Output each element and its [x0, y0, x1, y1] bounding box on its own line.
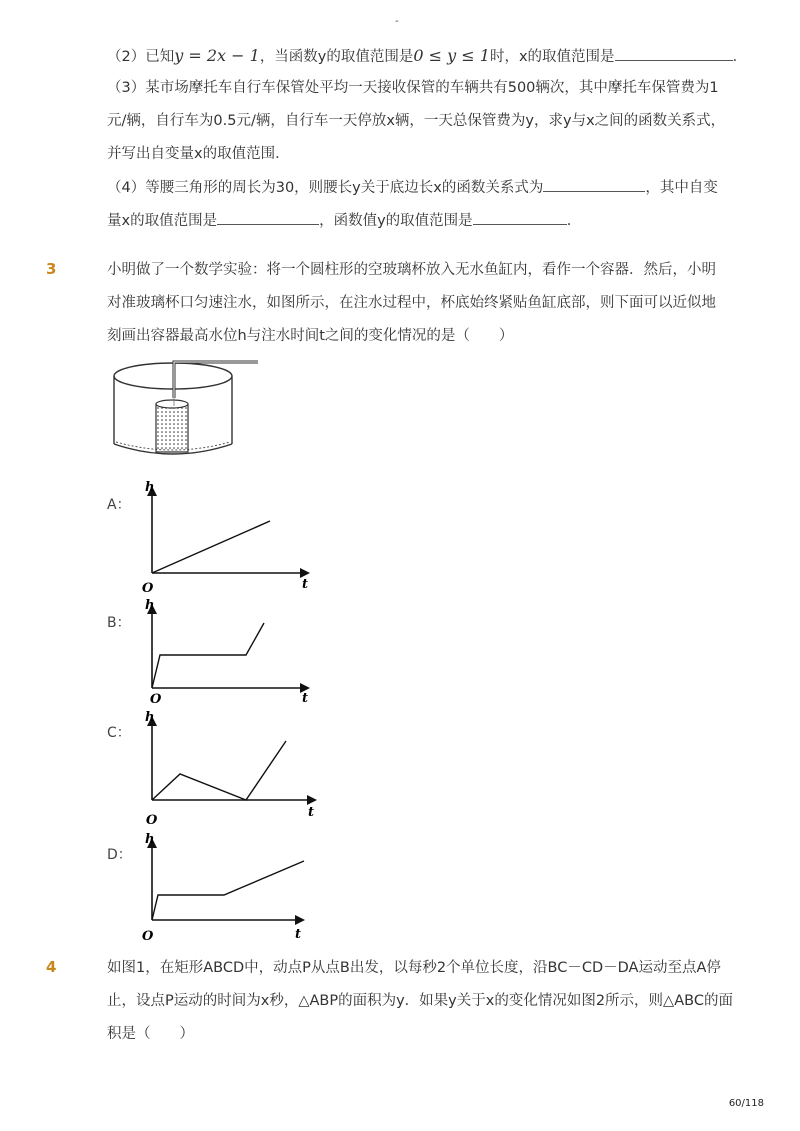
- q3-line1: 小明做了一个数学实验：将一个圆柱形的空玻璃杯放入无水鱼缸内，看作一个容器．然后，小明: [107, 262, 716, 278]
- x-axis-arrow-icon: [295, 915, 305, 925]
- question-number-3: 3: [46, 260, 57, 278]
- header-mark: -: [395, 16, 399, 27]
- option-a-graph[interactable]: [140, 478, 320, 596]
- q2-part3-line3: 并写出自变量x的取值范围．: [107, 146, 290, 162]
- origin-label: O: [146, 813, 158, 828]
- y-axis-label: h: [145, 480, 155, 495]
- q2-part4-text-a: （4）等腰三角形的周长为30，则腰长y关于底边长x的函数关系式为: [107, 180, 544, 196]
- option-c-label[interactable]: C：: [107, 725, 131, 741]
- option-d-graph[interactable]: [140, 830, 330, 946]
- option-a-label[interactable]: A：: [107, 497, 131, 513]
- q3-line3: 刻画出容器最高水位h与注水时间t之间的变化情况的是（ ）: [107, 328, 514, 344]
- option-b-curve: [152, 623, 264, 688]
- question-number-4: 4: [46, 958, 57, 976]
- option-d-curve: [152, 861, 304, 920]
- q2-part2-line: [107, 46, 747, 67]
- q2-part2-math-function: y = 2x − 1: [174, 46, 260, 65]
- answer-blank[interactable]: [543, 177, 645, 192]
- option-a-curve: [152, 521, 270, 573]
- option-c-graph[interactable]: [140, 706, 330, 828]
- option-b-label[interactable]: B：: [107, 615, 131, 631]
- origin-label: O: [142, 929, 154, 944]
- y-axis-label: h: [145, 598, 155, 613]
- y-axis-label: h: [145, 832, 155, 847]
- q2-part4-text-b: ，其中自变: [645, 180, 718, 196]
- q4-line3: 积是（ ）: [107, 1026, 194, 1042]
- q2-part2-text-a: （2）已知: [107, 49, 175, 65]
- answer-blank[interactable]: [217, 210, 319, 225]
- q2-part2-math-range: 0 ≤ y ≤ 1: [413, 46, 490, 65]
- q2-part2-text-c: 时，x的取值范围是: [489, 49, 615, 65]
- x-axis-label: t: [308, 805, 315, 820]
- q2-part3-line1: （3）某市场摩托车自行车保管处平均一天接收保管的车辆共有500辆次，其中摩托车保管费为1: [107, 80, 719, 96]
- answer-blank[interactable]: [473, 210, 567, 225]
- x-axis-label: t: [302, 691, 309, 706]
- origin-label: O: [142, 581, 154, 596]
- q2-part2-end: ．: [732, 49, 748, 65]
- q2-part4-line1: [107, 177, 718, 198]
- page-number: 60/118: [728, 1098, 764, 1109]
- option-b-graph[interactable]: [140, 596, 320, 706]
- x-axis-label: t: [302, 577, 309, 592]
- q2-part4-text-e: ．: [566, 213, 582, 229]
- q2-part4-line2: [107, 210, 581, 231]
- glass-cup: [156, 404, 188, 452]
- x-axis-label: t: [295, 927, 302, 942]
- option-d-label[interactable]: D：: [107, 847, 132, 863]
- fish-tank-figure: [108, 354, 268, 460]
- q3-line2: 对准玻璃杯口匀速注水，如图所示，在注水过程中，杯底始终紧贴鱼缸底部，则下面可以近似地: [107, 295, 716, 311]
- answer-blank[interactable]: [615, 46, 733, 61]
- q2-part2-text-b: ，当函数y的取值范围是: [259, 49, 414, 65]
- q2-part4-text-d: ，函数值y的取值范围是: [319, 213, 473, 229]
- q4-line1: 如图1，在矩形ABCD中，动点P从点B出发，以每秒2个单位长度，沿BC－CD－DA运动至点A停: [107, 960, 721, 976]
- q2-part3-line2: 元/辆，自行车为0.5元/辆，自行车一天停放x辆，一天总保管费为y，求y与x之间的函数关系式，: [107, 113, 726, 129]
- origin-label: O: [150, 692, 162, 706]
- y-axis-label: h: [145, 710, 155, 725]
- x-axis-arrow-icon: [307, 795, 317, 805]
- q2-part4-text-c: 量x的取值范围是: [107, 213, 218, 229]
- q4-line2: 止，设点P运动的时间为x秒，△ABP的面积为y．如果y关于x的变化情况如图2所示，则△ABC的面: [107, 993, 733, 1009]
- option-c-curve: [152, 741, 286, 800]
